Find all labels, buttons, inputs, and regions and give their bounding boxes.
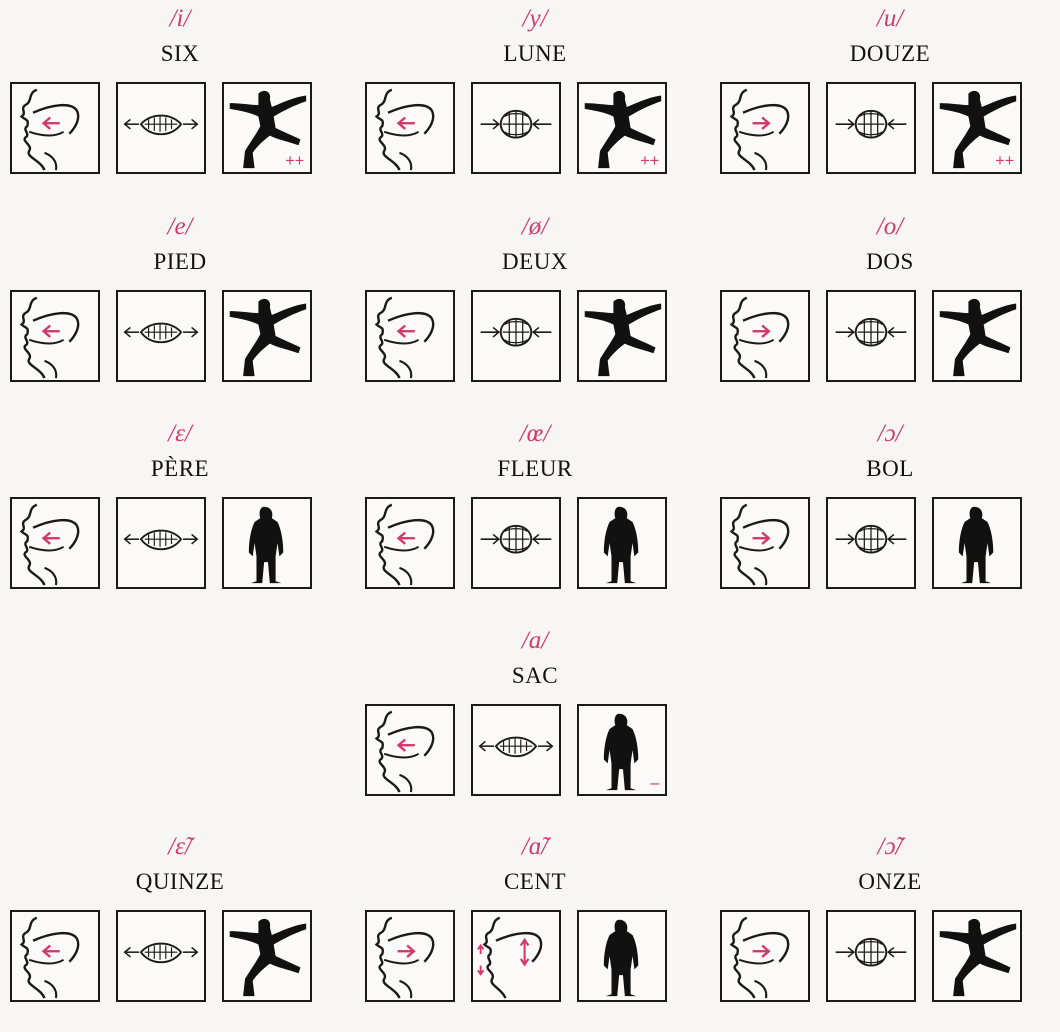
vowel-cell xyxy=(365,4,705,204)
phonetic-symbol: /ɛ/ xyxy=(168,420,192,447)
phonetic-symbol: /œ/ xyxy=(519,420,551,447)
vowel-cell xyxy=(720,419,1060,619)
svg-text:++: ++ xyxy=(640,152,660,171)
tongue-position-icon xyxy=(720,497,810,589)
body-tension-icon xyxy=(577,82,667,174)
body-tension-icon xyxy=(577,910,667,1002)
tongue-position-icon xyxy=(365,704,455,796)
tongue-position-icon xyxy=(365,910,455,1002)
example-word: DEUX xyxy=(502,249,568,274)
tongue-position-icon xyxy=(365,497,455,589)
phonetic-symbol: /a/ xyxy=(521,627,549,654)
lip-shape-icon xyxy=(471,82,561,174)
example-word: DOUZE xyxy=(849,41,931,66)
body-tension-icon xyxy=(932,290,1022,382)
example-word: SAC xyxy=(511,663,559,688)
body-tension-icon xyxy=(222,910,312,1002)
phonetic-symbol: /ɑ̃/ xyxy=(521,833,549,860)
tongue-position-icon xyxy=(720,910,810,1002)
example-word: QUINZE xyxy=(135,869,225,894)
phonetic-symbol: /y/ xyxy=(522,5,548,32)
tongue-position-icon xyxy=(10,910,100,1002)
example-word: ONZE xyxy=(858,869,922,894)
body-tension-icon xyxy=(577,290,667,382)
body-tension-icon xyxy=(577,704,667,796)
phonetic-symbol: /ɛ̃/ xyxy=(168,833,192,860)
phonetic-symbol: /u/ xyxy=(876,5,904,32)
vowel-cell xyxy=(10,832,350,1032)
body-tension-icon xyxy=(932,910,1022,1002)
vowel-cell xyxy=(720,4,1060,204)
lip-shape-icon xyxy=(116,82,206,174)
example-word: PÈRE xyxy=(150,456,210,481)
lip-shape-icon xyxy=(116,910,206,1002)
vowel-cell xyxy=(365,419,705,619)
example-word: PIED xyxy=(153,249,207,274)
body-tension-icon xyxy=(932,82,1022,174)
phonetic-symbol: /i/ xyxy=(169,5,191,32)
example-word: SIX xyxy=(160,41,200,66)
svg-text:++: ++ xyxy=(995,152,1015,171)
phonetic-symbol: /ɔ/ xyxy=(877,420,903,447)
example-word: LUNE xyxy=(503,41,567,66)
tongue-position-icon xyxy=(10,290,100,382)
tongue-position-icon xyxy=(720,290,810,382)
phonetic-symbol: /ø/ xyxy=(521,213,549,240)
example-word: DOS xyxy=(866,249,914,274)
lip-shape-icon xyxy=(471,704,561,796)
body-tension-icon xyxy=(222,82,312,174)
nasal-resonance-icon xyxy=(471,910,561,1002)
vowel-cell xyxy=(10,212,350,412)
vowel-cell xyxy=(720,212,1060,412)
example-word: CENT xyxy=(503,869,567,894)
example-word: BOL xyxy=(866,456,914,481)
lip-shape-icon xyxy=(471,290,561,382)
vowel-cell xyxy=(720,832,1060,1032)
lip-shape-icon xyxy=(826,290,916,382)
lip-shape-icon xyxy=(826,497,916,589)
tongue-position-icon xyxy=(10,497,100,589)
phonetic-symbol: /o/ xyxy=(876,213,904,240)
svg-text:++: ++ xyxy=(285,152,305,171)
svg-text:–: – xyxy=(650,774,660,793)
lip-shape-icon xyxy=(116,290,206,382)
tongue-position-icon xyxy=(365,290,455,382)
vowel-cell xyxy=(365,832,705,1032)
body-tension-icon xyxy=(932,497,1022,589)
phonetic-symbol: /ɔ̃/ xyxy=(877,833,903,860)
example-word: FLEUR xyxy=(497,456,573,481)
tongue-position-icon xyxy=(365,82,455,174)
lip-shape-icon xyxy=(471,497,561,589)
body-tension-icon xyxy=(222,497,312,589)
tongue-position-icon xyxy=(10,82,100,174)
vowel-cell xyxy=(365,212,705,412)
phonetic-symbol: /e/ xyxy=(167,213,193,240)
body-tension-icon xyxy=(577,497,667,589)
lip-shape-icon xyxy=(826,82,916,174)
lip-shape-icon xyxy=(826,910,916,1002)
body-tension-icon xyxy=(222,290,312,382)
lip-shape-icon xyxy=(116,497,206,589)
tongue-position-icon xyxy=(720,82,810,174)
vowel-cell xyxy=(10,4,350,204)
vowel-cell xyxy=(365,626,705,826)
vowel-cell xyxy=(10,419,350,619)
